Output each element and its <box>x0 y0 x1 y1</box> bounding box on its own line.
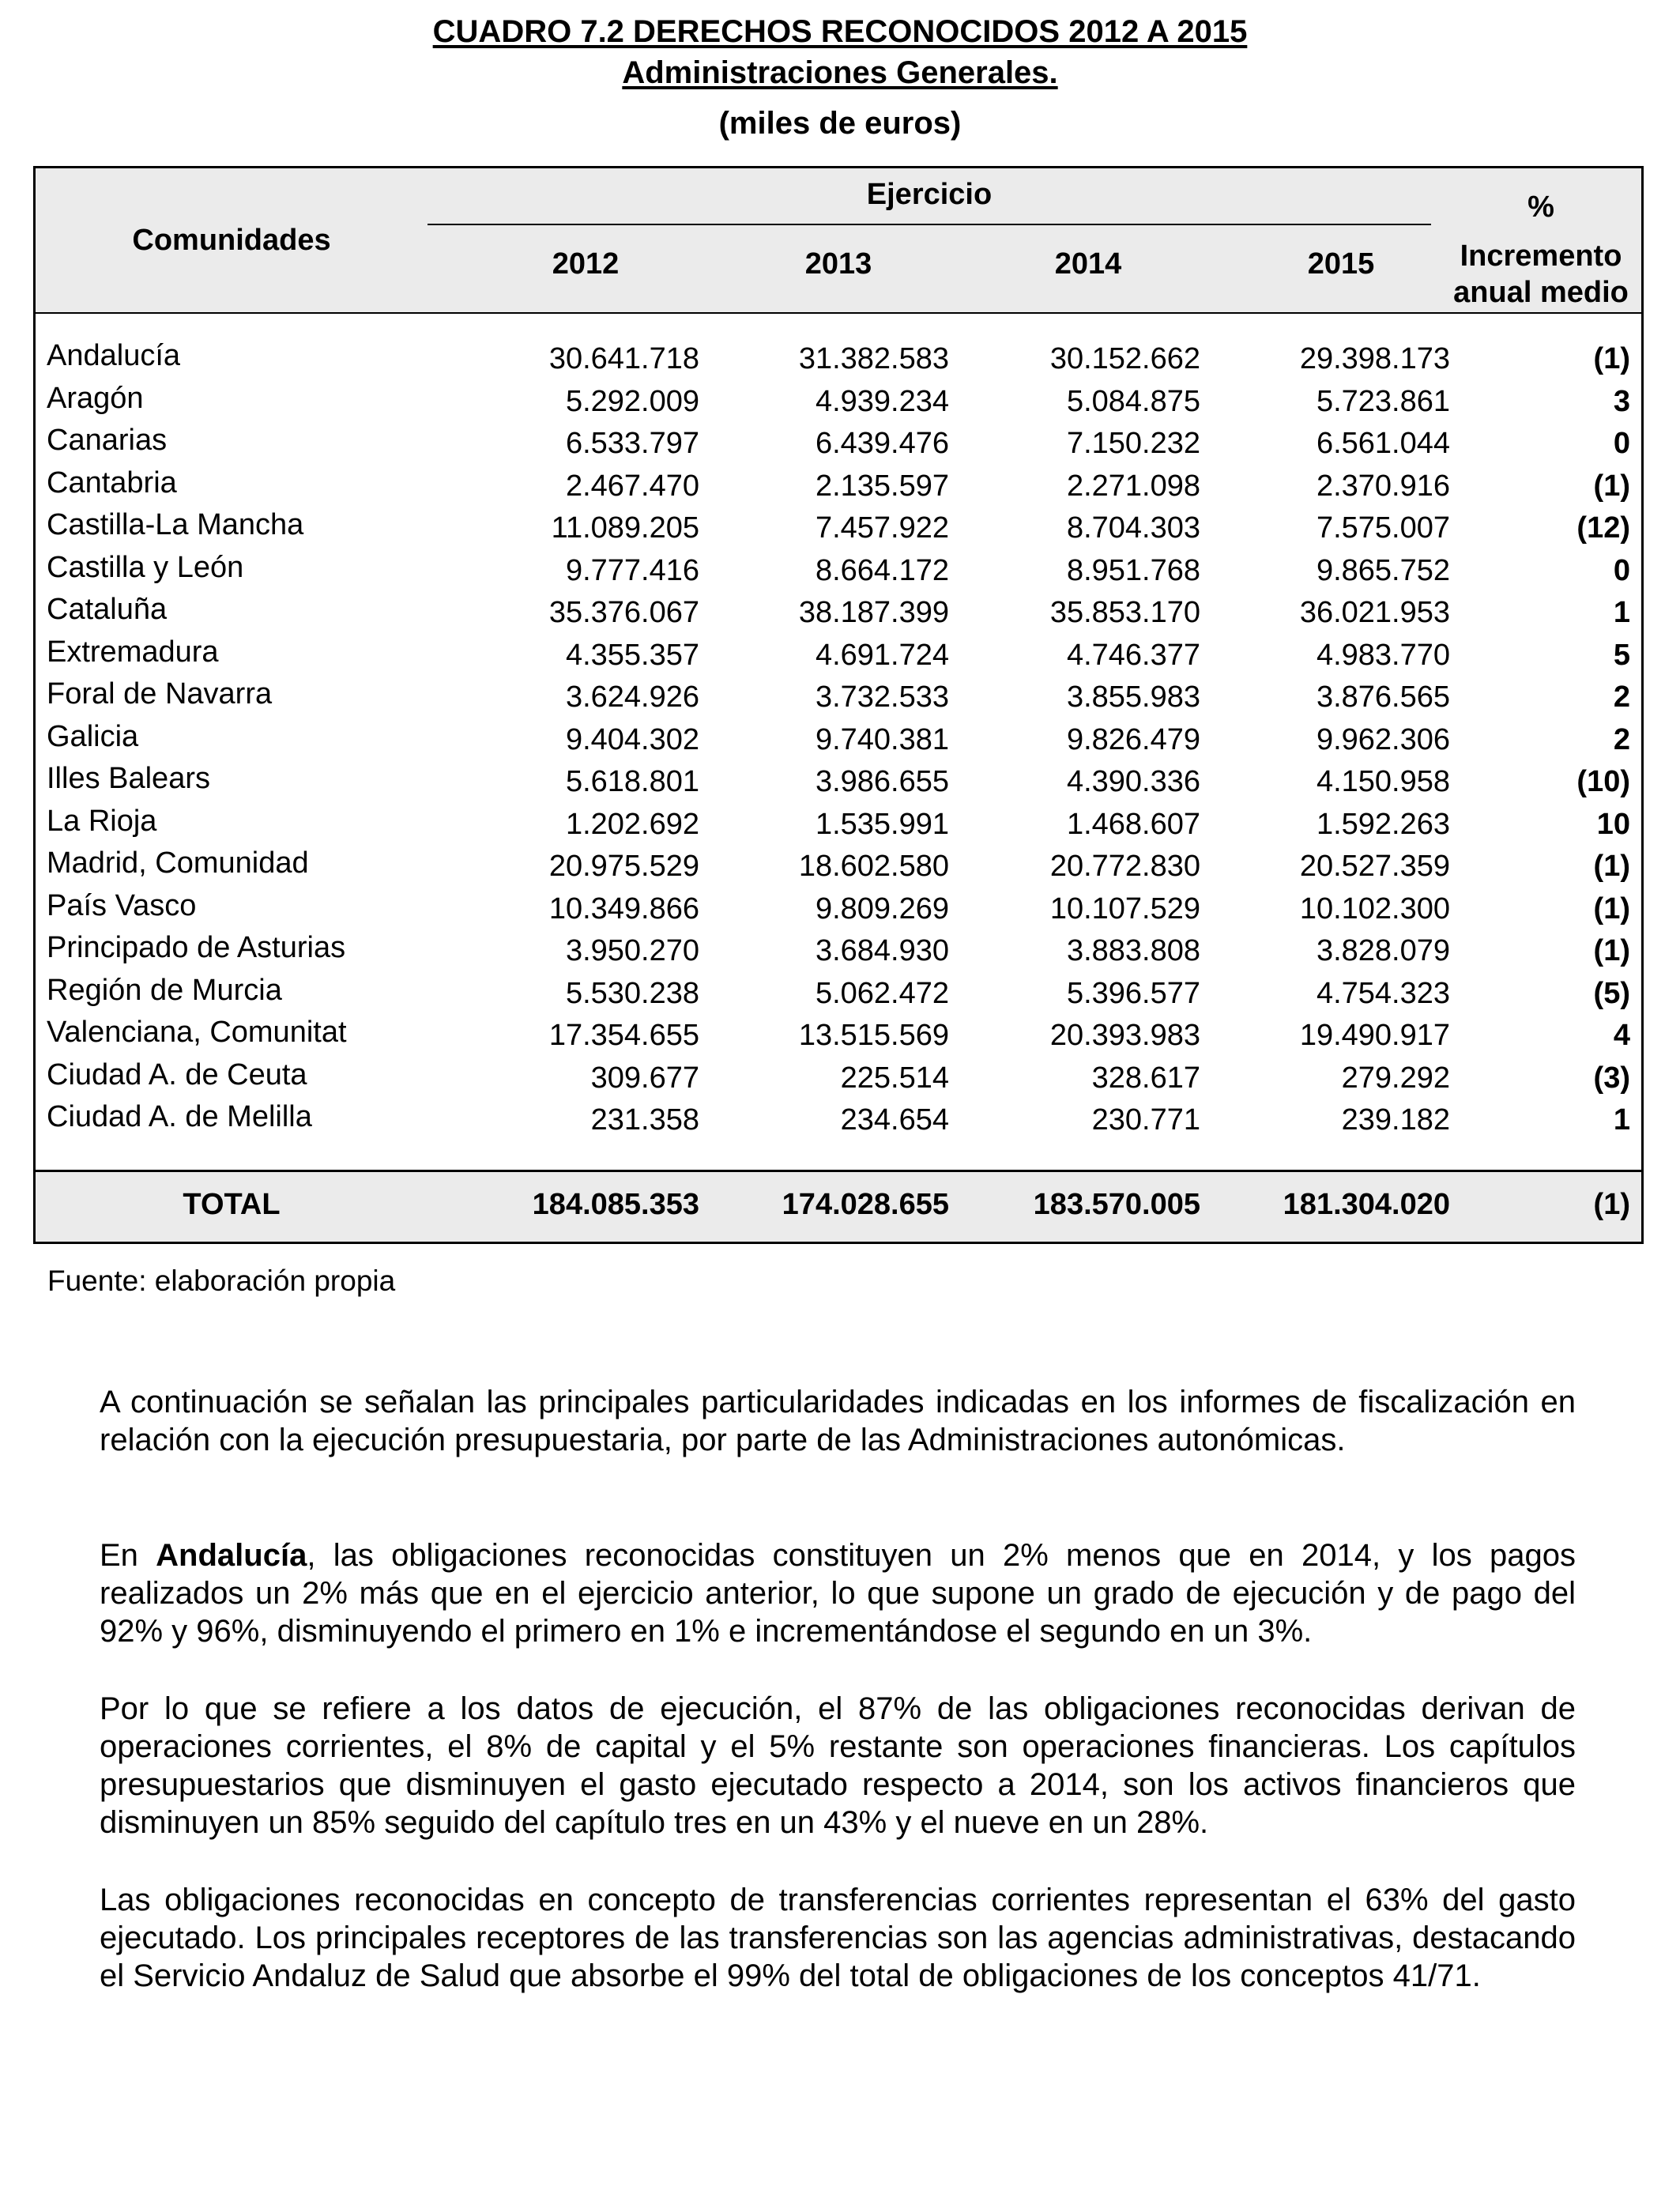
cell-2015: 20.527.359 <box>1299 850 1450 883</box>
cell-2014: 230.771 <box>1091 1103 1200 1137</box>
cell-2014: 3.883.808 <box>1066 934 1200 967</box>
cell-2013: 8.664.172 <box>815 553 949 587</box>
cell-2012: 11.089.205 <box>551 511 699 545</box>
row-name: Castilla-La Mancha <box>47 508 304 541</box>
table-row <box>36 551 1641 594</box>
cell-pct: 0 <box>1613 427 1630 460</box>
cell-2013: 38.187.399 <box>798 596 949 629</box>
cell-2012: 231.358 <box>590 1103 699 1137</box>
cell-2012: 17.354.655 <box>548 1019 699 1052</box>
table-row <box>36 508 1641 551</box>
col-header-pct-sub: Incremento <box>1460 239 1622 273</box>
cell-2012: 5.530.238 <box>565 976 699 1010</box>
cell-pct: 5 <box>1613 638 1630 672</box>
table-title: CUADRO 7.2 DERECHOS RECONOCIDOS 2012 A 2015 <box>432 14 1248 49</box>
cell-pct: (12) <box>1576 511 1630 545</box>
table-row <box>36 1016 1641 1058</box>
cell-2014: 9.826.479 <box>1066 722 1200 756</box>
cell-pct: (1) <box>1593 934 1630 967</box>
cell-2014: 5.084.875 <box>1066 384 1200 418</box>
cell-2012: 4.355.357 <box>565 638 699 672</box>
table-row <box>36 1100 1641 1143</box>
row-name: Illes Balears <box>47 762 210 795</box>
row-name: Galicia <box>47 719 139 753</box>
cell-2012: 10.349.866 <box>548 892 699 925</box>
col-header-year: 2014 <box>1054 247 1122 281</box>
row-name: Castilla y León <box>47 550 244 584</box>
cell-2013: 18.602.580 <box>798 850 949 883</box>
cell-2012: 3.624.926 <box>565 680 699 714</box>
total-label: TOTAL <box>183 1188 281 1221</box>
cell-2012: 35.376.067 <box>548 596 699 629</box>
row-name: Valenciana, Comunitat <box>47 1016 347 1049</box>
table-row <box>36 424 1641 466</box>
paragraph-andalucia <box>100 1536 1576 1650</box>
cell-2013: 9.740.381 <box>815 722 949 756</box>
table-row <box>36 931 1641 974</box>
cell-2015: 36.021.953 <box>1299 596 1450 629</box>
cell-2013: 31.382.583 <box>798 342 949 375</box>
table-subtitle: Administraciones Generales. <box>622 55 1058 90</box>
cell-2012: 20.975.529 <box>548 850 699 883</box>
cell-2014: 30.152.662 <box>1049 342 1200 375</box>
cell-2014: 8.951.768 <box>1066 553 1200 587</box>
cell-2015: 3.828.079 <box>1316 934 1450 967</box>
row-name: Aragón <box>47 381 144 415</box>
cell-2013: 3.684.930 <box>815 934 949 967</box>
col-header-year: 2012 <box>552 247 620 281</box>
cell-2013: 3.732.533 <box>815 680 949 714</box>
cell-pct: 2 <box>1613 680 1630 714</box>
cell-pct: (1) <box>1593 469 1630 503</box>
paragraph-transferencias: Las obligaciones reconocidas en concepto de transferencias corrientes representan el 63% del gasto ejecutado. Los principales receptores de las transferencias son las agencias administrativas, destacando el Servicio Andaluz de Salud que absorbe el 99% del total de obligaciones de los conceptos 41/71. <box>100 1883 1576 1993</box>
cell-2014: 35.853.170 <box>1049 596 1200 629</box>
col-header-pct: % <box>1527 190 1554 224</box>
cell-2014: 3.855.983 <box>1066 680 1200 714</box>
table-row <box>36 846 1641 889</box>
paragraph-bold-term: Andalucía <box>156 1538 307 1573</box>
table-row <box>36 339 1641 382</box>
cell-pct: 2 <box>1613 722 1630 756</box>
data-table <box>33 166 1644 1244</box>
cell-pct: (3) <box>1593 1061 1630 1095</box>
table-row <box>36 974 1641 1016</box>
cell-2012: 309.677 <box>590 1061 699 1095</box>
header-divider <box>428 224 1431 225</box>
row-name: Canarias <box>47 424 168 457</box>
cell-pct: (1) <box>1593 892 1630 925</box>
cell-2013: 2.135.597 <box>815 469 949 503</box>
cell-2012: 9.404.302 <box>565 722 699 756</box>
cell-2012: 6.533.797 <box>565 427 699 460</box>
cell-2012: 2.467.470 <box>565 469 699 503</box>
table-row <box>36 1058 1641 1101</box>
row-name: Cataluña <box>47 593 168 626</box>
row-name: Cantabria <box>47 466 177 499</box>
row-name: Foral de Navarra <box>47 677 273 711</box>
table-row <box>36 762 1641 805</box>
cell-2014: 4.746.377 <box>1066 638 1200 672</box>
cell-2014: 7.150.232 <box>1066 427 1200 460</box>
cell-2012: 1.202.692 <box>565 807 699 841</box>
total-2015: 181.304.020 <box>1283 1188 1450 1221</box>
table-total-row <box>36 1170 1641 1242</box>
table-row <box>36 593 1641 635</box>
document-header <box>0 11 1680 144</box>
row-name: Región de Murcia <box>47 973 282 1007</box>
cell-pct: 1 <box>1613 1103 1630 1137</box>
cell-2013: 234.654 <box>840 1103 949 1137</box>
cell-2014: 328.617 <box>1091 1061 1200 1095</box>
row-name: Ciudad A. de Ceuta <box>47 1057 307 1091</box>
row-name: Andalucía <box>47 339 181 372</box>
total-2014: 183.570.005 <box>1033 1188 1200 1221</box>
cell-2014: 1.468.607 <box>1066 807 1200 841</box>
cell-2012: 3.950.270 <box>565 934 699 967</box>
cell-2013: 1.535.991 <box>815 807 949 841</box>
cell-pct: (10) <box>1576 765 1630 798</box>
cell-2014: 20.772.830 <box>1049 850 1200 883</box>
table-row <box>36 677 1641 720</box>
cell-2014: 10.107.529 <box>1049 892 1200 925</box>
row-name: Principado de Asturias <box>47 931 346 964</box>
row-name: Madrid, Comunidad <box>47 846 309 880</box>
cell-2015: 29.398.173 <box>1299 342 1450 375</box>
cell-2014: 20.393.983 <box>1049 1019 1200 1052</box>
cell-2012: 9.777.416 <box>565 553 699 587</box>
cell-pct: 3 <box>1613 384 1630 418</box>
col-header-comunidades: Comunidades <box>132 224 331 257</box>
cell-2015: 19.490.917 <box>1299 1019 1450 1052</box>
cell-2013: 13.515.569 <box>798 1019 949 1052</box>
table-row <box>36 805 1641 847</box>
cell-pct: 1 <box>1613 596 1630 629</box>
cell-2013: 225.514 <box>840 1061 949 1095</box>
cell-2015: 9.865.752 <box>1316 553 1450 587</box>
cell-2015: 4.150.958 <box>1316 765 1450 798</box>
row-name: La Rioja <box>47 804 157 838</box>
row-name: Ciudad A. de Melilla <box>47 1100 312 1133</box>
col-header-pct-sub: anual medio <box>1453 276 1629 309</box>
table-row <box>36 889 1641 932</box>
paragraph-ejecucion: Por lo que se refiere a los datos de ejecución, el 87% de las obligaciones reconocidas derivan de operaciones corrientes, el 8% de capital y el 5% restante son operaciones financieras. Los capítulos presupuestarios que disminuyen el gasto ejecutado respecto a 2014, son los activos financieros que disminuyen un 85% seguido del capítulo tres en un 43% y el nueve en un 28%. <box>100 1691 1576 1840</box>
cell-2014: 8.704.303 <box>1066 511 1200 545</box>
cell-2012: 5.618.801 <box>565 765 699 798</box>
cell-2012: 30.641.718 <box>548 342 699 375</box>
paragraph-text: , las obligaciones reconocidas constituyen un 2% menos que en 2014, y los pagos realizados un 2% más que en el ejercicio anterior, lo que supone un grado de ejecución y de pago del 92% y 96%, disminuyendo el primero en 1% e incrementándose el segundo en un 3%. <box>100 1538 1576 1649</box>
cell-pct: (1) <box>1593 850 1630 883</box>
cell-2015: 7.575.007 <box>1316 511 1450 545</box>
total-2012: 184.085.353 <box>532 1188 699 1221</box>
cell-2013: 3.986.655 <box>815 765 949 798</box>
cell-2013: 4.939.234 <box>815 384 949 418</box>
cell-2013: 5.062.472 <box>815 976 949 1010</box>
row-name: País Vasco <box>47 888 197 922</box>
cell-pct: 10 <box>1596 807 1630 841</box>
table-row <box>36 466 1641 509</box>
source-note: Fuente: elaboración propia <box>47 1265 396 1297</box>
cell-2015: 4.983.770 <box>1316 638 1450 672</box>
cell-pct: 0 <box>1613 553 1630 587</box>
row-name: Extremadura <box>47 635 219 669</box>
table-header <box>36 168 1641 314</box>
table-units: (miles de euros) <box>718 106 962 141</box>
col-header-ejercicio: Ejercicio <box>866 178 993 211</box>
total-2013: 174.028.655 <box>782 1188 949 1221</box>
cell-2015: 1.592.263 <box>1316 807 1450 841</box>
cell-2013: 4.691.724 <box>815 638 949 672</box>
cell-2013: 6.439.476 <box>815 427 949 460</box>
cell-2012: 5.292.009 <box>565 384 699 418</box>
cell-2015: 4.754.323 <box>1316 976 1450 1010</box>
cell-pct: 4 <box>1613 1019 1630 1052</box>
cell-2015: 3.876.565 <box>1316 680 1450 714</box>
cell-2015: 5.723.861 <box>1316 384 1450 418</box>
total-pct: (1) <box>1593 1188 1630 1221</box>
cell-2015: 9.962.306 <box>1316 722 1450 756</box>
table-row <box>36 382 1641 424</box>
col-header-year: 2015 <box>1307 247 1375 281</box>
cell-2015: 239.182 <box>1341 1103 1450 1137</box>
cell-2014: 5.396.577 <box>1066 976 1200 1010</box>
cell-pct: (1) <box>1593 342 1630 375</box>
cell-2013: 9.809.269 <box>815 892 949 925</box>
cell-2015: 10.102.300 <box>1299 892 1450 925</box>
cell-2015: 279.292 <box>1341 1061 1450 1095</box>
cell-2013: 7.457.922 <box>815 511 949 545</box>
cell-pct: (5) <box>1593 976 1630 1010</box>
col-header-year: 2013 <box>804 247 872 281</box>
cell-2014: 4.390.336 <box>1066 765 1200 798</box>
cell-2015: 6.561.044 <box>1316 427 1450 460</box>
paragraph-text: En <box>100 1538 156 1573</box>
paragraph-intro: A continuación se señalan las principales particularidades indicadas en los informes de fiscalización en relación con la ejecución presupuestaria, por parte de las Administraciones autonómicas. <box>100 1385 1576 1457</box>
table-row <box>36 635 1641 678</box>
cell-2015: 2.370.916 <box>1316 469 1450 503</box>
cell-2014: 2.271.098 <box>1066 469 1200 503</box>
table-row <box>36 720 1641 763</box>
